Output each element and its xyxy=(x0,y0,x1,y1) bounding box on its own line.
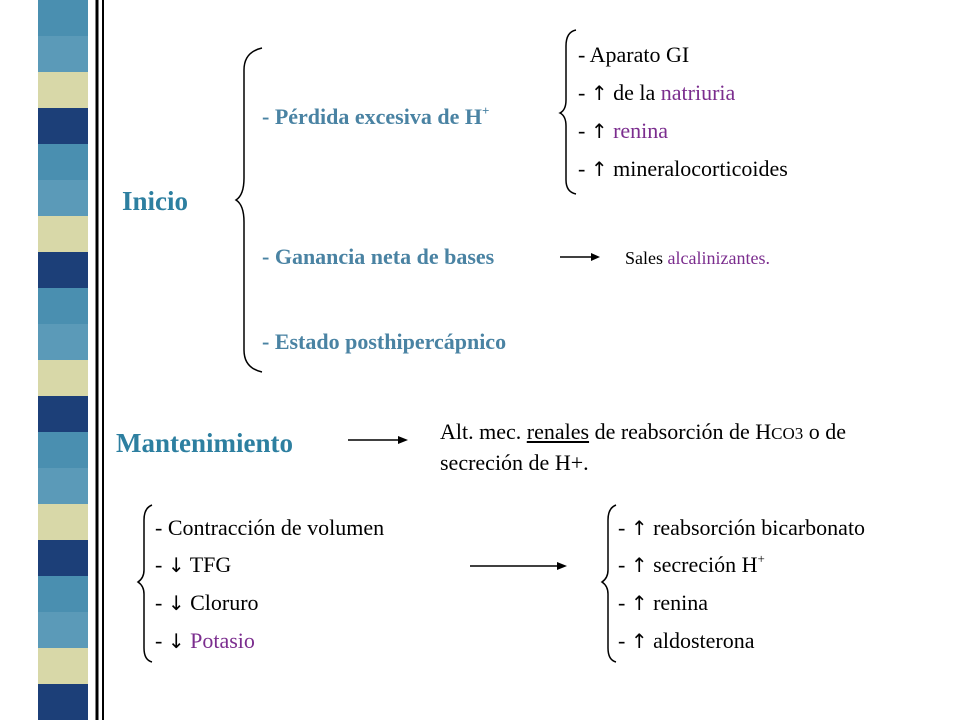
up-arrow-icon: ↑ xyxy=(590,157,608,181)
right-list-item: - ↑ renina xyxy=(618,590,709,615)
sales-text: Sales alcalinizantes. xyxy=(625,248,770,268)
right-list-item: - ↑ aldosterona xyxy=(618,628,755,653)
estado-item: - Estado posthipercápnico xyxy=(262,329,507,354)
cause-item: - ↑ mineralocorticoides xyxy=(578,156,788,181)
up-arrow-icon: ↑ xyxy=(590,81,608,105)
inicio-bracket xyxy=(236,48,262,372)
perdida-item: - Pérdida excesiva de H+ xyxy=(262,103,490,129)
right-list-bracket xyxy=(602,505,616,662)
left-list-item: - Contracción de volumen xyxy=(155,515,385,540)
cause-item: - Aparato GI xyxy=(578,42,690,67)
left-list-bracket xyxy=(138,505,152,662)
up-arrow-icon: ↑ xyxy=(630,629,648,653)
left-list-item: - ↓ Cloruro xyxy=(155,590,259,615)
down-arrow-icon: ↓ xyxy=(167,629,185,653)
down-arrow-icon: ↓ xyxy=(167,553,185,577)
up-arrow-icon: ↑ xyxy=(630,553,648,577)
mantenimiento-desc-line1: Alt. mec. renales de reabsorción de HCO3 o de xyxy=(440,419,846,444)
mantenimiento-title: Mantenimiento xyxy=(116,428,293,458)
right-list-item: - ↑ secreción H+ xyxy=(618,551,765,577)
left-list-item: - ↓ Potasio xyxy=(155,628,255,653)
up-arrow-icon: ↑ xyxy=(630,516,648,540)
up-arrow-icon: ↑ xyxy=(630,591,648,615)
inicio-title: Inicio xyxy=(122,186,189,216)
right-list-item: - ↑ reabsorción bicarbonato xyxy=(618,515,866,540)
causes-bracket xyxy=(560,30,576,194)
ganancia-item: - Ganancia neta de bases xyxy=(262,244,495,269)
up-arrow-icon: ↑ xyxy=(590,119,608,143)
mantenimiento-desc-line2: secreción de H+. xyxy=(440,450,589,475)
down-arrow-icon: ↓ xyxy=(167,591,185,615)
cause-item: - ↑ renina xyxy=(578,118,669,143)
cause-item: - ↑ de la natriuria xyxy=(578,80,736,105)
left-list-item: - ↓ TFG xyxy=(155,552,232,577)
